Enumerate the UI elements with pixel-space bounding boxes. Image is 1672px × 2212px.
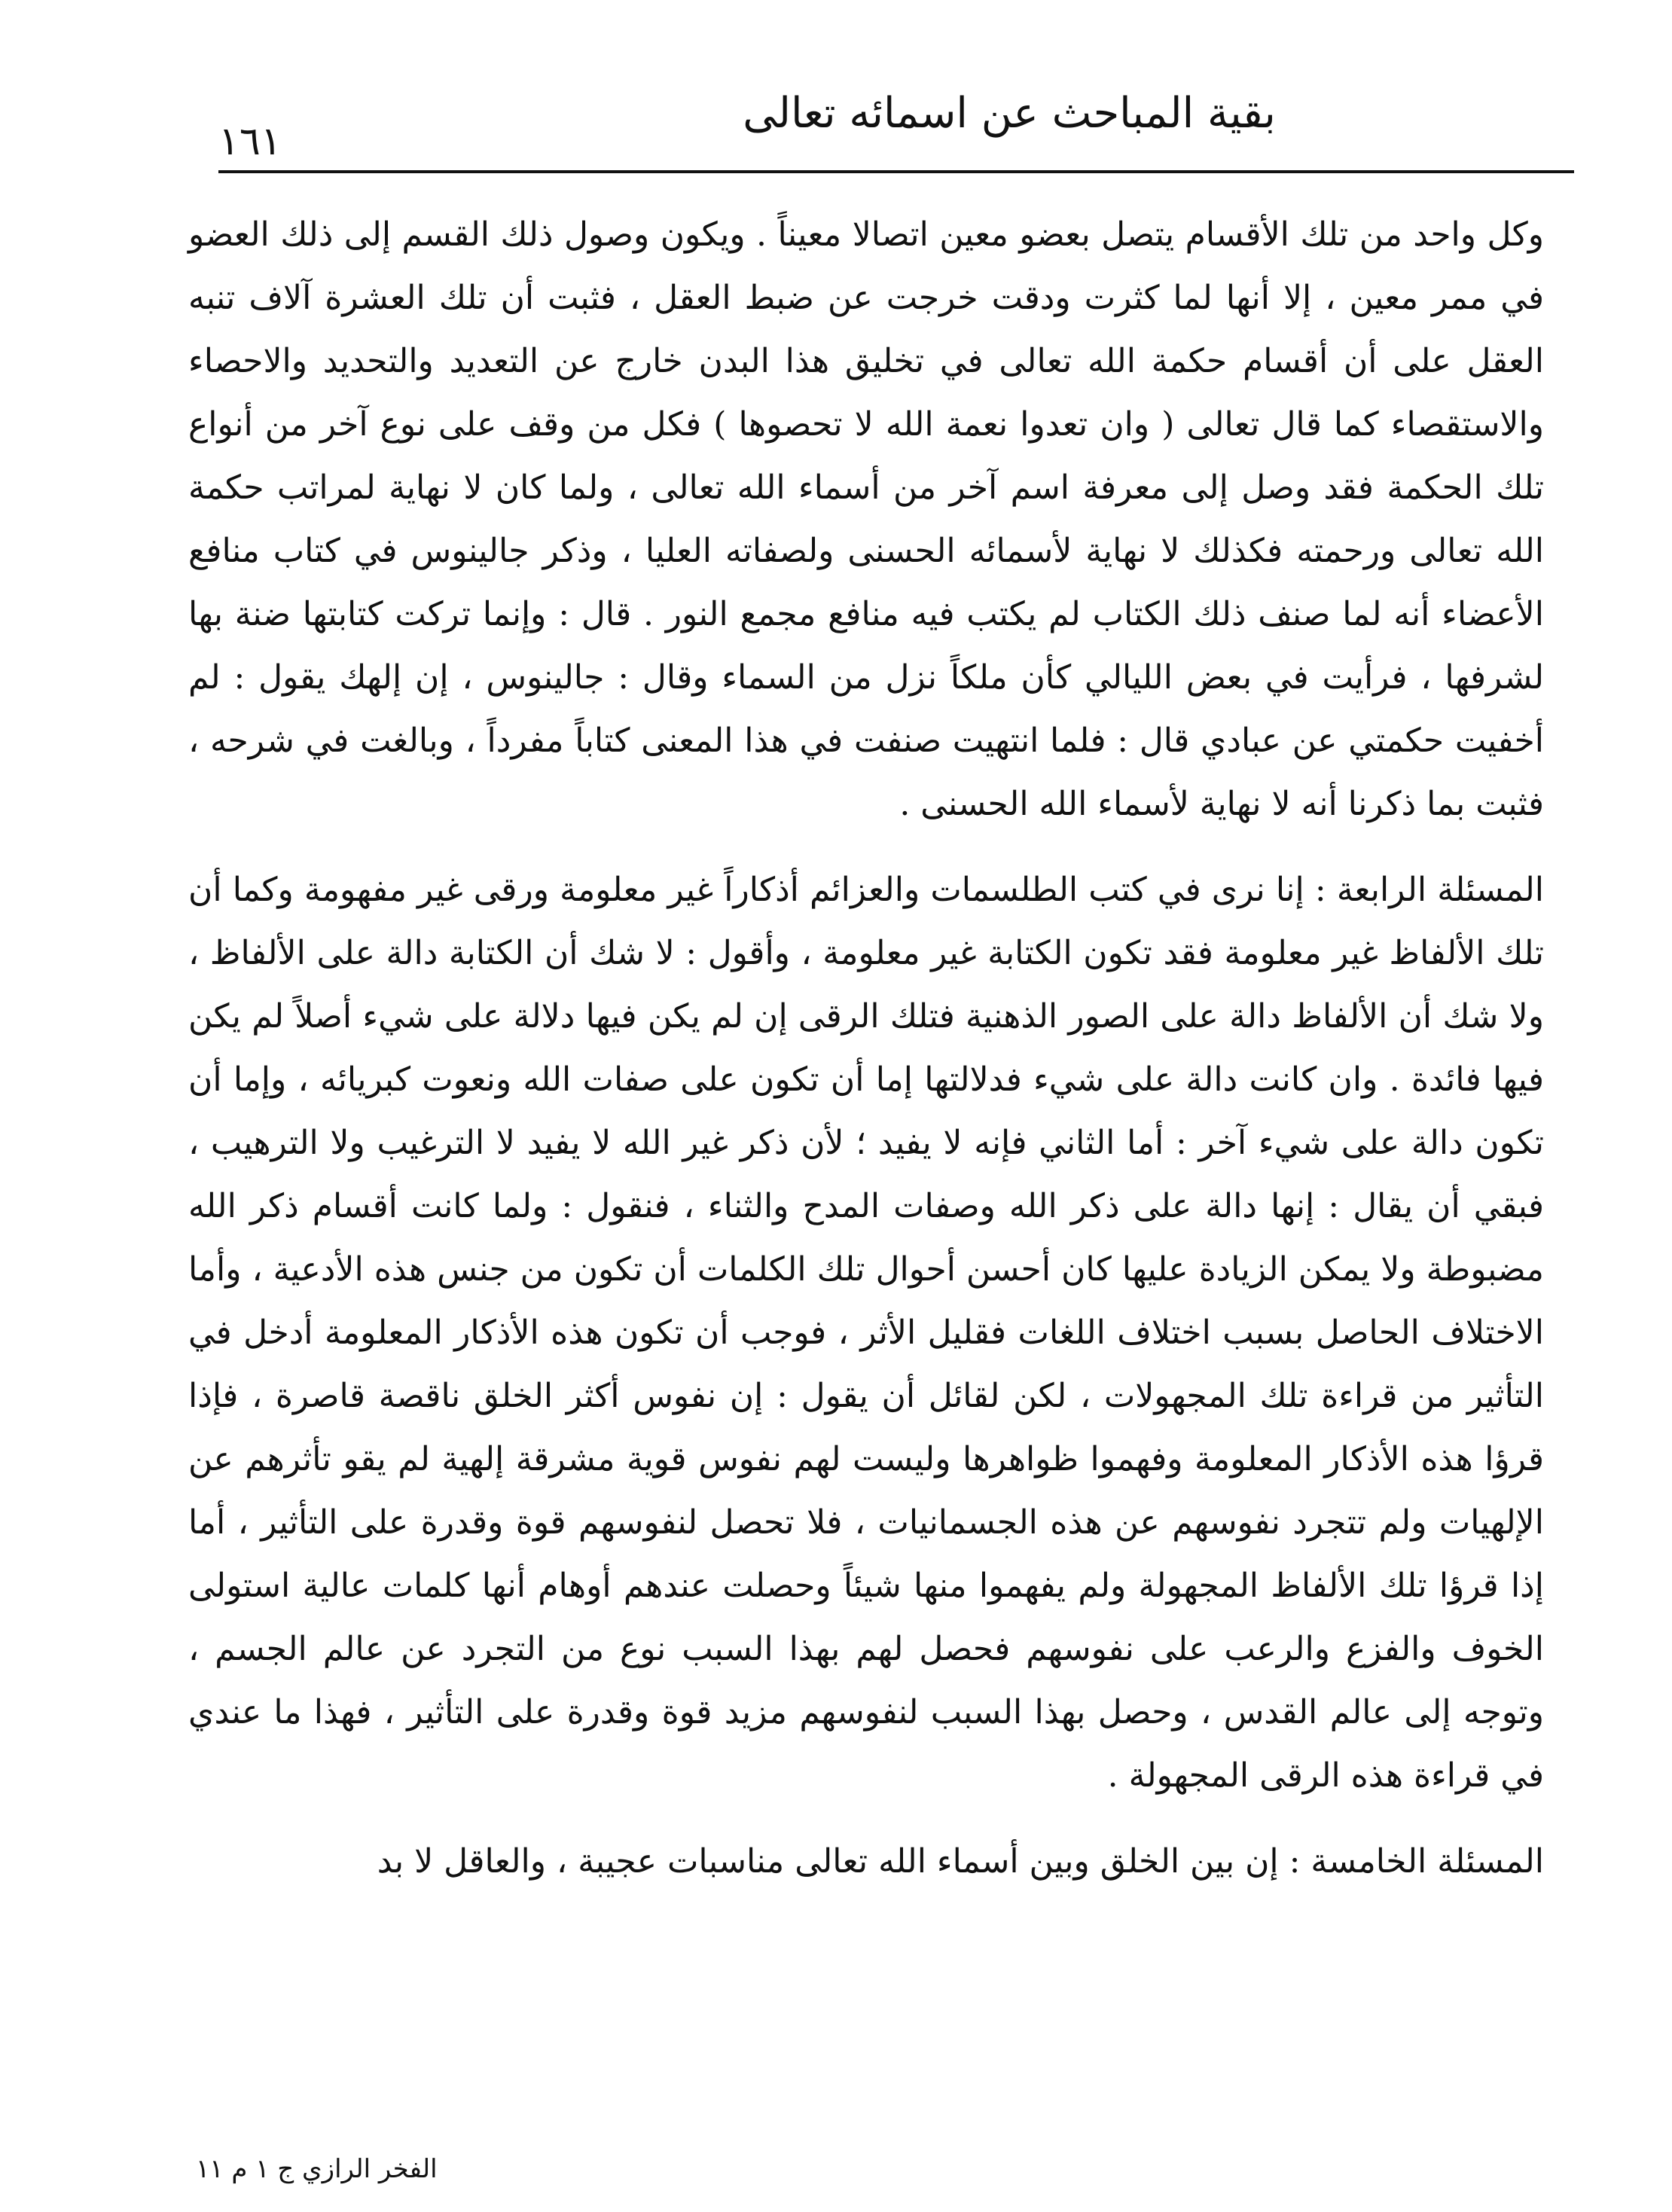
signature-mark: الفخر الرازي ج ١ م ١١ — [196, 2154, 438, 2184]
header-rule — [218, 170, 1574, 173]
body-text — [188, 203, 1544, 1893]
page-number: ١٦١ — [218, 119, 282, 164]
paragraph-fifth-issue: المسئلة الخامسة : إن بين الخلق وبين أسماء الله تعالى مناسبات عجيبة ، والعاقل لا بد — [377, 1842, 1544, 1881]
paragraph-continuation: وكل واحد من تلك الأقسام يتصل بعضو معين اتصالا معيناً . ويكون وصول ذلك القسم إلى ذلك العضو في ممر معين ، إلا أنها لما كثرت ودقت خرجت عن ضبط العقل ، فثبت أن تلك العشرة آلاف تنبه العقل على أن أقسام حكمة الله تعالى في تخليق هذا البدن خارج عن التعديد والتحديد والاحصاء والاستقصاء كما قال تعالى ( وان تعدوا نعمة الله لا تحصوها ) فكل من وقف على نوع آخر من أنواع تلك الحكمة فقد وصل إلى معرفة اسم آخر من أسماء الله تعالى ، ولما كان لا نهاية لمراتب حكمة الله تعالى ورحمته فكذلك لا نهاية لأسمائه الحسنى ولصفاته العليا ، وذكر جالينوس في كتاب منافع الأعضاء أنه لما صنف ذلك الكتاب لم يكتب فيه منافع مجمع النور . قال : وإنما تركت كتابتها ضنة بها لشرفها ، فرأيت في بعض الليالي كأن ملكاً نزل من السماء وقال : جالينوس ، إن إلهك يقول : لم أخفيت حكمتي عن عبادي قال : فلما انتهيت صنفت في هذا المعنى كتاباً مفرداً ، وبالغت في شرحه ، فثبت بما ذكرنا أنه لا نهاية لأسماء الله الحسنى . — [188, 215, 1545, 823]
paragraph-fourth-issue: المسئلة الرابعة : إنا نرى في كتب الطلسمات والعزائم أذكاراً غير معلومة ورقى غير مفهومة وكما أن تلك الألفاظ غير معلومة فقد تكون الكتابة غير معلومة ، وأقول : لا شك أن الكتابة دالة على الألفاظ ، ولا شك أن الألفاظ دالة على الصور الذهنية فتلك الرقى إن لم يكن فيها دلالة على شيء أصلاً لم يكن فيها فائدة . وان كانت دالة على شيء فدلالتها إما أن تكون على صفات الله ونعوت كبريائه ، وإما أن تكون دالة على شيء آخر : أما الثاني فإنه لا يفيد ؛ لأن ذكر غير الله لا يفيد لا الترغيب ولا الترهيب ، فبقي أن يقال : إنها دالة على ذكر الله وصفات المدح والثناء ، فنقول : ولما كانت أقسام ذكر الله مضبوطة ولا يمكن الزيادة عليها كان أحسن أحوال تلك الكلمات أن تكون من جنس هذه الأدعية ، وأما الاختلاف الحاصل بسبب اختلاف اللغات فقليل الأثر ، فوجب أن تكون هذه الأذكار المعلومة أدخل في التأثير من قراءة تلك المجهولات ، لكن لقائل أن يقول : إن نفوس أكثر الخلق ناقصة قاصرة ، فإذا قرؤا هذه الأذكار المعلومة وفهموا ظواهرها وليست لهم نفوس قوية مشرقة إلهية لم يقو تأثرهم عن الإلهيات ولم تتجرد نفوسهم عن هذه الجسمانيات ، فلا تحصل لنفوسهم قوة وقدرة على التأثير ، أما إذا قرؤا تلك الألفاظ المجهولة ولم يفهموا منها شيئاً وحصلت عندهم أوهام أنها كلمات عالية استولى الخوف والفزع والرعب على نفوسهم فحصل لهم بهذا السبب نوع من التجرد عن عالم الجسم ، وتوجه إلى عالم القدس ، وحصل بهذا السبب لنفوسهم مزيد قوة وقدرة على التأثير ، فهذا ما عندي في قراءة هذه الرقى المجهولة . — [188, 871, 1544, 1795]
running-title: بقية المباحث عن اسمائه تعالى — [743, 89, 1276, 138]
page-header — [218, 59, 1574, 187]
